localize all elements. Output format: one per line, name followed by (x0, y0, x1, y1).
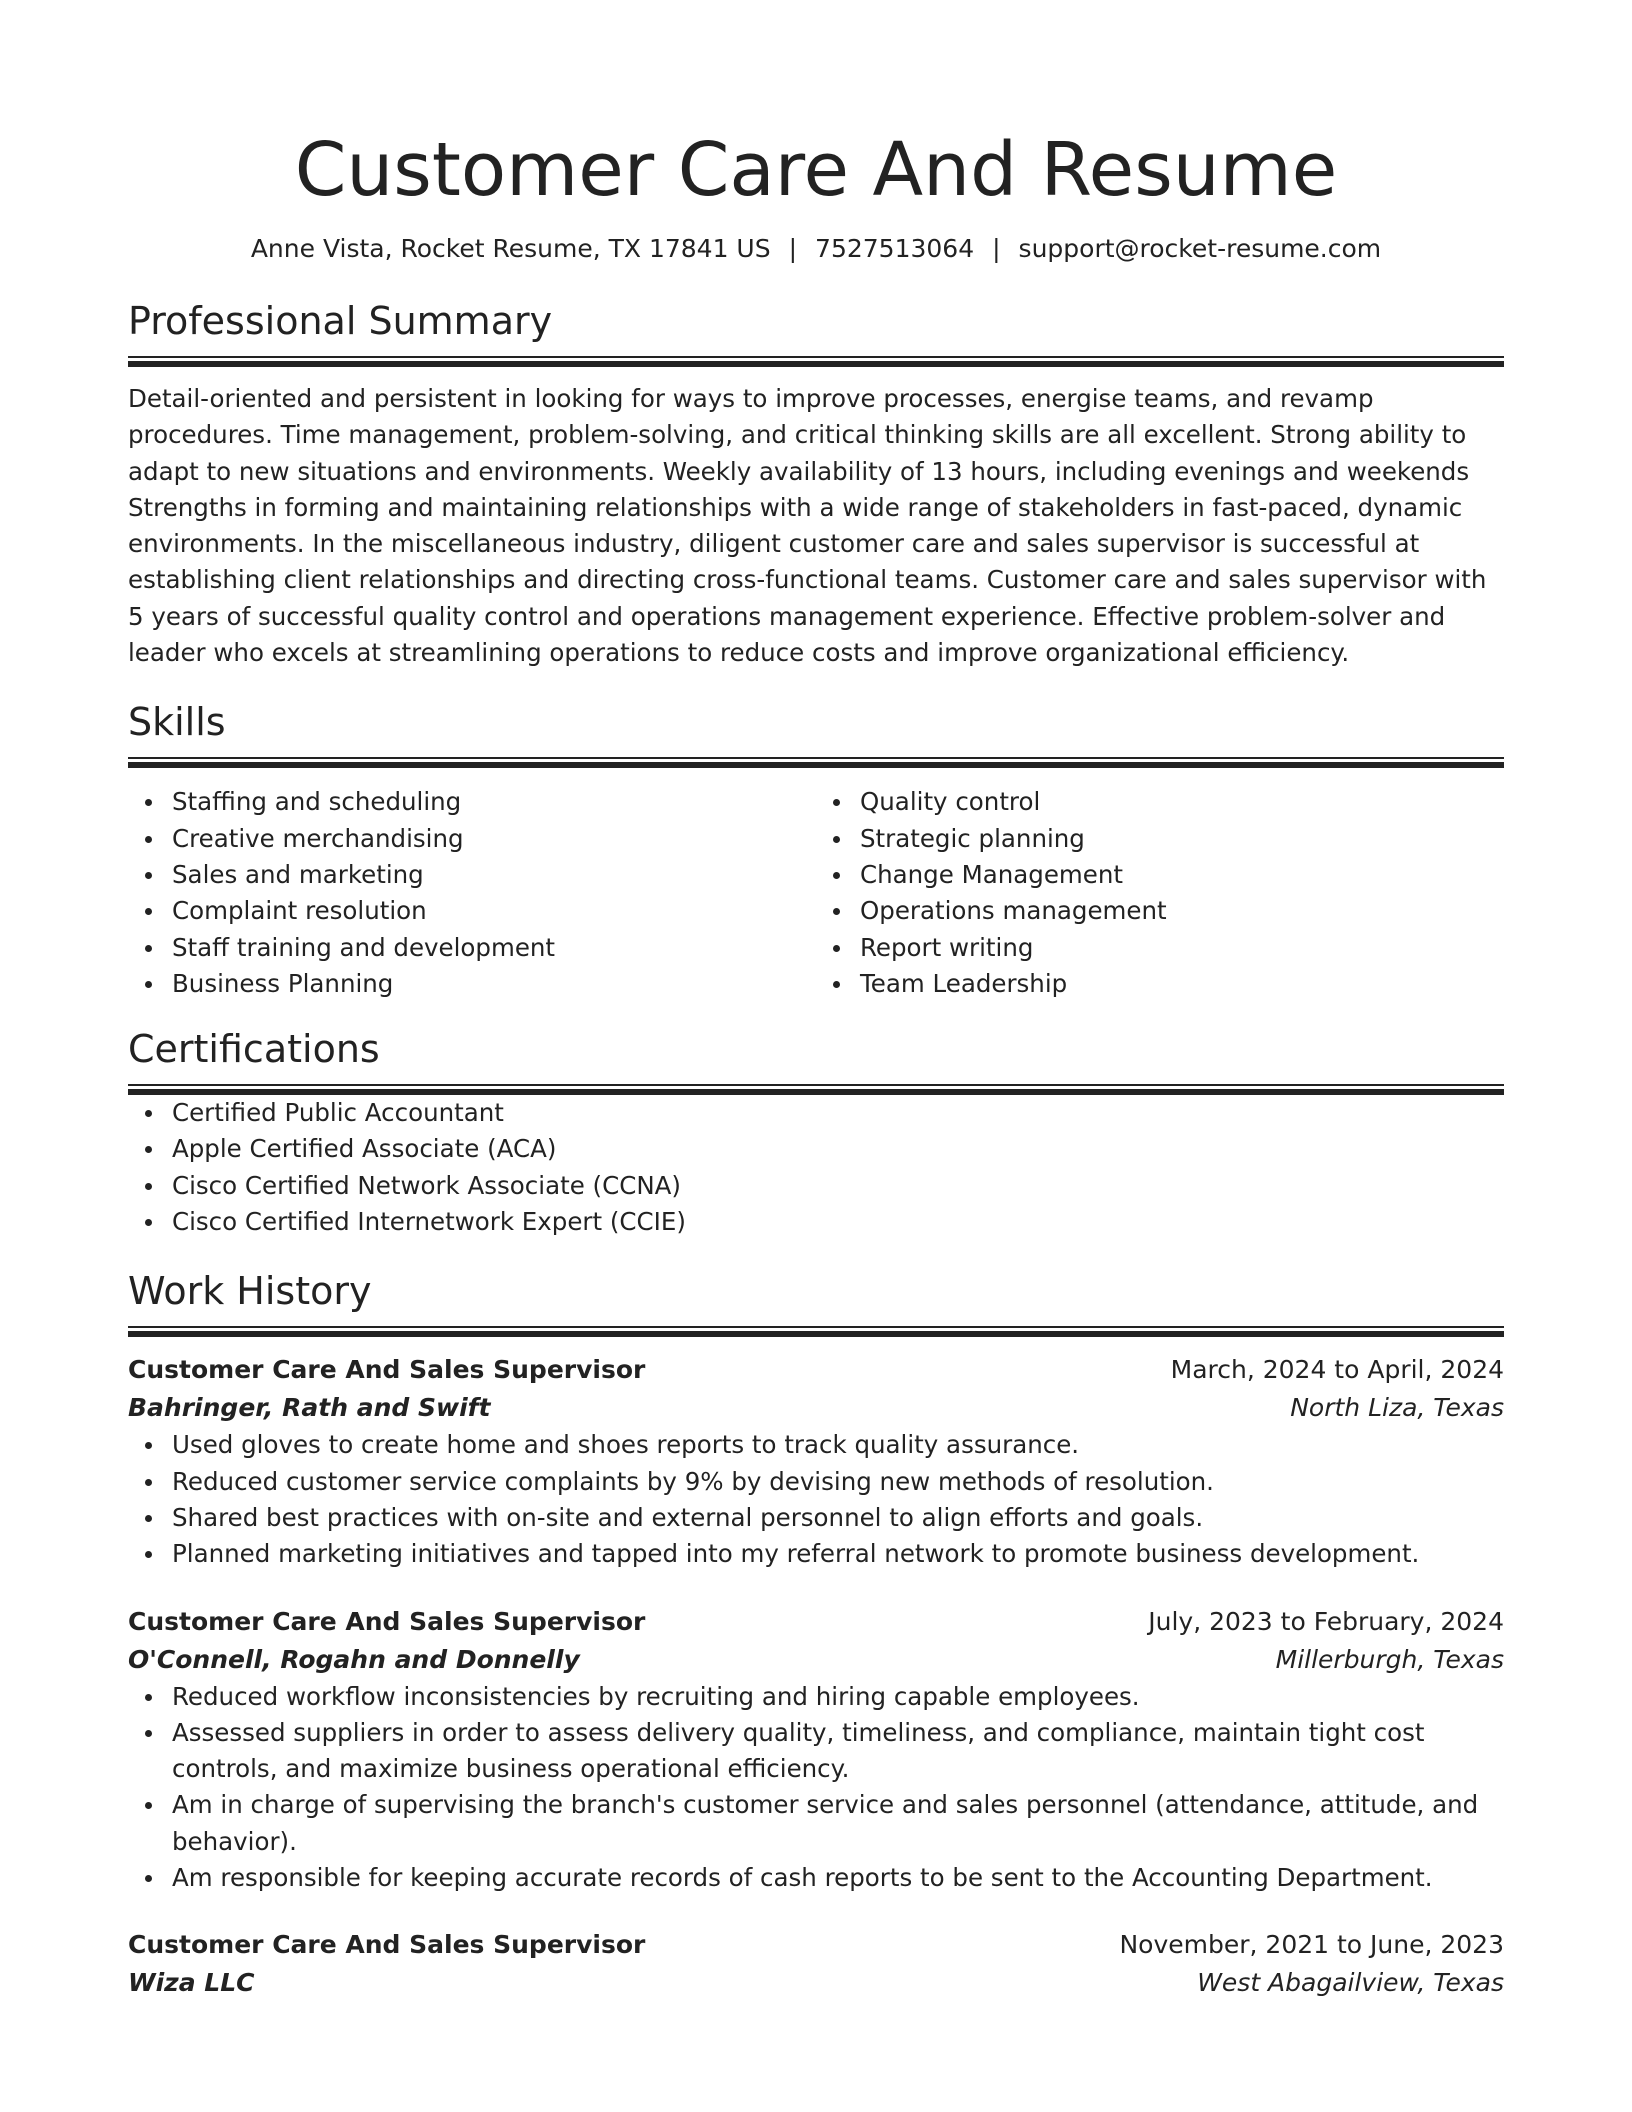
certifications-section (128, 1024, 1504, 1240)
skills-list-right (816, 784, 1504, 1002)
contact-separator: | (788, 234, 798, 263)
certification-item: Cisco Certified Network Associate (CCNA) (172, 1168, 1504, 1204)
job-entry (128, 1351, 1504, 1572)
job-title: Customer Care And Sales Supervisor (128, 1930, 646, 1960)
job-entry (128, 1603, 1504, 1897)
job-title: Customer Care And Sales Supervisor (128, 1606, 646, 1636)
skills-grid (128, 784, 1504, 1002)
skills-heading: Skills (128, 700, 226, 745)
section-divider (128, 757, 1504, 768)
certification-item: Cisco Certified Internetwork Expert (CCIE) (172, 1204, 1504, 1240)
certification-item: Certified Public Accountant (172, 1095, 1504, 1131)
skill-item: Operations management (860, 893, 1504, 929)
skills-list-left (128, 784, 816, 1002)
job-subheader-row (128, 1389, 1504, 1427)
skill-item: Quality control (860, 784, 1504, 820)
summary-section (128, 296, 1504, 671)
job-title: Customer Care And Sales Supervisor (128, 1355, 646, 1385)
skills-section (128, 697, 1504, 1002)
skill-item: Staff training and development (172, 930, 816, 966)
certification-item: Apple Certified Associate (ACA) (172, 1131, 1504, 1167)
job-entry (128, 1926, 1504, 2002)
section-divider (128, 1326, 1504, 1337)
job-duty-item: Planned marketing initiatives and tapped into my referral network to promote business development. (172, 1536, 1504, 1572)
summary-text: Detail-oriented and persistent in looking for ways to improve processes, energise teams, and revamp procedures. Time management, problem-solving, and critical thinking skills are all excellent. Strong ability to adapt to new situations and environments. Weekly availability of 13 hours, including evenings and weekends Strengths in forming and maintaining relationships with a wide range of stakeholders in fast-paced, dynamic environments. In the miscellaneous industry, diligent customer care and sales supervisor is successful at establishing client relationships and directing cross-functional teams. Customer care and sales supervisor with 5 years of successful quality control and operations management experience. Effective problem-solver and leader who excels at streamlining operations to reduce costs and improve organizational efficiency. (128, 384, 1487, 668)
job-dates: July, 2023 to February, 2024 (1148, 1606, 1504, 1636)
contact-line (128, 232, 1504, 266)
job-duty-item: Shared best practices with on-site and external personnel to align efforts and goals. (172, 1500, 1504, 1536)
resume-title: Customer Care And Resume (294, 127, 1338, 213)
contact-phone: 7527513064 (815, 234, 975, 263)
job-location: Millerburgh, Texas (1275, 1644, 1504, 1674)
job-duty-item: Reduced workflow inconsistencies by recruiting and hiring capable employees. (172, 1679, 1504, 1715)
job-dates: March, 2024 to April, 2024 (1170, 1355, 1504, 1385)
job-subheader-row (128, 1964, 1504, 2002)
job-duty-item: Assessed suppliers in order to assess delivery quality, timeliness, and compliance, maintain tight cost controls, and maximize business operational efficiency. (172, 1715, 1504, 1788)
job-dates: November, 2021 to June, 2023 (1119, 1930, 1504, 1960)
contact-separator: | (992, 234, 1001, 263)
contact-email: support@rocket-resume.com (1018, 234, 1382, 263)
job-header-row (128, 1926, 1504, 1964)
job-header-row (128, 1351, 1504, 1389)
resume-page (128, 0, 1504, 2002)
job-subheader-row (128, 1641, 1504, 1679)
contact-address: Anne Vista, Rocket Resume, TX 17841 US (250, 234, 771, 263)
skill-item: Business Planning (172, 966, 816, 1002)
skill-item: Complaint resolution (172, 893, 816, 929)
summary-heading: Professional Summary (128, 299, 553, 343)
skill-item: Change Management (860, 857, 1504, 893)
work-history-section (128, 1266, 1504, 2002)
skill-item: Creative merchandising (172, 821, 816, 857)
job-location: West Abagailview, Texas (1197, 1968, 1504, 1998)
section-divider (128, 356, 1504, 367)
job-duties-list (128, 1427, 1504, 1572)
job-company: O'Connell, Rogahn and Donnelly (128, 1644, 580, 1674)
skill-item: Staffing and scheduling (172, 784, 816, 820)
certifications-heading: Certifications (128, 1027, 380, 1072)
skill-item: Report writing (860, 930, 1504, 966)
job-location: North Liza, Texas (1290, 1393, 1504, 1423)
skill-item: Strategic planning (860, 821, 1504, 857)
certifications-list (128, 1095, 1504, 1240)
job-company: Bahringer, Rath and Swift (128, 1393, 491, 1423)
section-divider (128, 1084, 1504, 1095)
job-duty-item: Am responsible for keeping accurate records of cash reports to be sent to the Accounting Department. (172, 1860, 1504, 1896)
job-duties-list (128, 1679, 1504, 1897)
skill-item: Sales and marketing (172, 857, 816, 893)
job-company: Wiza LLC (128, 1968, 255, 1998)
job-duty-item: Am in charge of supervising the branch's customer service and sales personnel (attendance, attitude, and behavior). (172, 1787, 1504, 1860)
work-history-heading: Work History (128, 1269, 372, 1314)
job-duty-item: Used gloves to create home and shoes reports to track quality assurance. (172, 1427, 1504, 1463)
skill-item: Team Leadership (860, 966, 1504, 1002)
job-header-row (128, 1603, 1504, 1641)
job-duty-item: Reduced customer service complaints by 9% by devising new methods of resolution. (172, 1464, 1504, 1500)
